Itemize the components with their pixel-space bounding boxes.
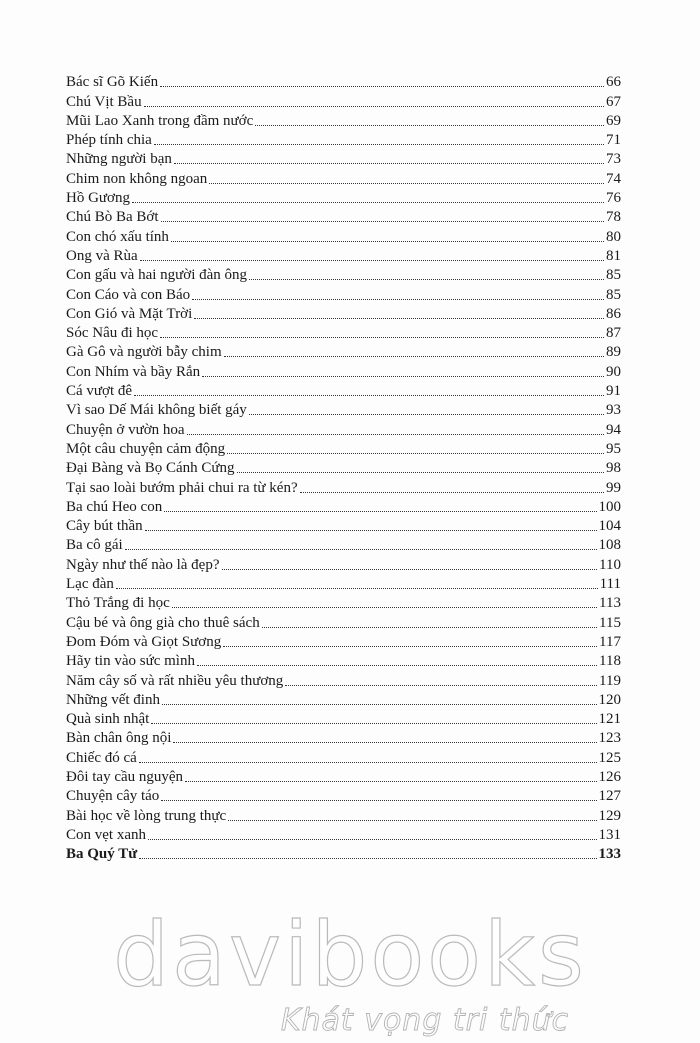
toc-entry <box>66 284 621 303</box>
table-of-contents <box>66 72 621 863</box>
toc-entry-page: 81 <box>606 247 621 264</box>
dot-leader <box>134 395 604 396</box>
toc-entry-page: 74 <box>606 170 621 187</box>
toc-entry <box>66 593 621 612</box>
dot-leader <box>227 453 604 454</box>
toc-entry-page: 76 <box>606 190 621 207</box>
toc-entry-page: 66 <box>606 74 621 91</box>
toc-entry-page: 129 <box>598 807 621 824</box>
toc-entry <box>66 728 621 747</box>
dot-leader <box>174 163 604 164</box>
toc-entry <box>66 709 621 728</box>
toc-entry-title: Thỏ Trắng đi học <box>66 595 170 612</box>
dot-leader <box>139 762 597 763</box>
toc-entry-page: 67 <box>606 93 621 110</box>
dot-leader <box>249 414 604 415</box>
toc-entry <box>66 458 621 477</box>
toc-entry-title: Ba cô gái <box>66 537 123 554</box>
toc-entry-title: Sóc Nâu đi học <box>66 325 159 342</box>
dot-leader <box>160 337 604 338</box>
toc-entry <box>66 632 621 651</box>
dot-leader <box>185 781 596 782</box>
dot-leader <box>140 260 604 261</box>
toc-entry-title: Bài học về lòng trung thực <box>66 807 227 824</box>
toc-entry <box>66 825 621 844</box>
dot-leader <box>171 241 604 242</box>
dot-leader <box>125 549 597 550</box>
toc-entry-page: 118 <box>599 653 621 670</box>
toc-entry <box>66 188 621 207</box>
toc-entry-page: 73 <box>606 151 621 168</box>
toc-entry <box>66 786 621 805</box>
toc-entry-title: Con Gió và Mặt Trời <box>66 305 193 322</box>
toc-entry <box>66 419 621 438</box>
toc-entry-title: Bàn chân ông nội <box>66 730 172 747</box>
toc-entry-page: 99 <box>606 479 621 496</box>
dot-leader <box>285 685 597 686</box>
toc-entry <box>66 226 621 245</box>
dot-leader <box>148 839 597 840</box>
toc-entry-title: Ong và Rùa <box>66 247 138 264</box>
toc-entry-title: Cậu bé và ông già cho thuê sách <box>66 614 260 631</box>
dot-leader <box>237 472 604 473</box>
dot-leader <box>255 125 604 126</box>
toc-entry <box>66 265 621 284</box>
toc-entry-page: 90 <box>606 363 621 380</box>
toc-entry-title: Đôi tay cầu nguyện <box>66 768 184 785</box>
dot-leader <box>202 376 604 377</box>
toc-entry-page: 123 <box>598 730 621 747</box>
toc-entry-page: 127 <box>598 788 621 805</box>
dot-leader <box>223 646 597 647</box>
toc-entry <box>66 574 621 593</box>
toc-entry <box>66 651 621 670</box>
toc-entry-title: Vì sao Dế Mái không biết gáy <box>66 402 247 419</box>
dot-leader <box>187 434 604 435</box>
toc-entry <box>66 805 621 824</box>
toc-entry-page: 98 <box>606 460 621 477</box>
toc-entry-page: 120 <box>598 691 621 708</box>
dot-leader <box>300 492 604 493</box>
dot-leader <box>139 858 596 859</box>
toc-entry <box>66 91 621 110</box>
toc-entry-page: 131 <box>598 826 621 843</box>
toc-entry-title: Lạc đàn <box>66 576 114 593</box>
toc-entry-title: Con gấu và hai người đàn ông <box>66 267 248 284</box>
toc-entry-title: Mũi Lao Xanh trong đầm nước <box>66 112 254 129</box>
dot-leader <box>160 86 604 87</box>
toc-entry-page: 85 <box>606 286 621 303</box>
toc-entry <box>66 323 621 342</box>
toc-entry <box>66 690 621 709</box>
toc-entry-page: 86 <box>606 305 621 322</box>
toc-entry <box>66 381 621 400</box>
toc-entry <box>66 477 621 496</box>
toc-entry-title: Đại Bàng và Bọ Cánh Cứng <box>66 460 235 477</box>
toc-entry <box>66 612 621 631</box>
toc-entry-title: Ngày như thế nào là đẹp? <box>66 556 220 573</box>
toc-entry <box>66 844 621 863</box>
dot-leader <box>224 356 604 357</box>
dot-leader <box>161 800 596 801</box>
toc-entry-page: 95 <box>606 440 621 457</box>
toc-entry <box>66 111 621 130</box>
toc-entry-title: Ba chú Heo con <box>66 498 163 515</box>
dot-leader <box>154 144 604 145</box>
dot-leader <box>194 318 604 319</box>
toc-entry-page: 117 <box>599 633 621 650</box>
toc-entry-page: 126 <box>598 768 621 785</box>
toc-entry-page: 80 <box>606 228 621 245</box>
toc-entry-title: Năm cây số và rất nhiều yêu thương <box>66 672 284 689</box>
toc-entry-title: Con Nhím và bầy Rắn <box>66 363 201 380</box>
dot-leader <box>249 279 604 280</box>
dot-leader <box>162 704 597 705</box>
toc-entry-title: Con vẹt xanh <box>66 826 146 843</box>
dot-leader <box>145 530 597 531</box>
dot-leader <box>116 588 598 589</box>
dot-leader <box>172 607 597 608</box>
toc-entry-page: 104 <box>598 518 621 535</box>
watermark-logo: davibooks <box>113 903 587 1006</box>
toc-entry-page: 113 <box>599 595 621 612</box>
toc-entry <box>66 554 621 573</box>
toc-entry-title: Quà sinh nhật <box>66 711 150 728</box>
toc-entry-page: 108 <box>598 537 621 554</box>
toc-entry-title: Những vết đinh <box>66 691 160 708</box>
toc-entry-title: Đom Đóm và Giọt Sương <box>66 633 222 650</box>
toc-entry <box>66 130 621 149</box>
toc-entry-page: 119 <box>599 672 621 689</box>
toc-entry-page: 100 <box>598 498 621 515</box>
dot-leader <box>151 723 596 724</box>
toc-entry <box>66 207 621 226</box>
toc-entry <box>66 246 621 265</box>
toc-entry-title: Cây bút thần <box>66 518 143 535</box>
toc-entry-title: Chú Bò Ba Bớt <box>66 209 159 226</box>
toc-entry <box>66 767 621 786</box>
toc-entry-title: Bác sĩ Gõ Kiến <box>66 74 159 91</box>
toc-entry <box>66 747 621 766</box>
watermark-tagline: Khát vọng tri thức <box>280 1003 570 1038</box>
toc-entry <box>66 516 621 535</box>
dot-leader <box>132 202 604 203</box>
toc-entry-title: Con chó xấu tính <box>66 228 169 245</box>
toc-entry-page: 89 <box>606 344 621 361</box>
toc-entry-title: Gà Gô và người bẫy chim <box>66 344 222 361</box>
toc-entry-page: 110 <box>599 556 621 573</box>
toc-entry-title: Chim non không ngoan <box>66 170 208 187</box>
toc-entry <box>66 497 621 516</box>
toc-entry-title: Phép tính chia <box>66 132 152 149</box>
toc-entry-page: 69 <box>606 112 621 129</box>
toc-entry <box>66 670 621 689</box>
toc-entry <box>66 361 621 380</box>
toc-entry-page: 78 <box>606 209 621 226</box>
toc-entry <box>66 149 621 168</box>
toc-entry <box>66 342 621 361</box>
dot-leader <box>164 511 596 512</box>
toc-entry-title: Chú Vịt Bầu <box>66 93 142 110</box>
toc-entry-page: 71 <box>606 132 621 149</box>
toc-entry-page: 94 <box>606 421 621 438</box>
dot-leader <box>192 299 604 300</box>
toc-entry <box>66 400 621 419</box>
toc-entry-title: Chuyện cây táo <box>66 788 160 805</box>
toc-entry-page: 121 <box>598 711 621 728</box>
dot-leader <box>262 627 597 628</box>
toc-entry <box>66 439 621 458</box>
dot-leader <box>197 665 597 666</box>
toc-entry-page: 93 <box>606 402 621 419</box>
toc-entry <box>66 304 621 323</box>
toc-entry-title: Chuyện ở vườn hoa <box>66 421 185 438</box>
toc-entry-page: 85 <box>606 267 621 284</box>
dot-leader <box>209 183 604 184</box>
toc-entry <box>66 535 621 554</box>
toc-entry-title: Hãy tin vào sức mình <box>66 653 195 670</box>
toc-entry-page: 91 <box>606 383 621 400</box>
toc-entry <box>66 168 621 187</box>
dot-leader <box>144 106 604 107</box>
toc-entry-page: 133 <box>598 846 621 863</box>
toc-entry-title: Một câu chuyện cảm động <box>66 440 226 457</box>
toc-entry-page: 115 <box>599 614 621 631</box>
dot-leader <box>228 820 596 821</box>
toc-entry-title: Chiếc đó cá <box>66 749 137 766</box>
dot-leader <box>222 569 598 570</box>
toc-entry <box>66 72 621 91</box>
dot-leader <box>161 221 604 222</box>
toc-entry-title: Con Cáo và con Báo <box>66 286 191 303</box>
dot-leader <box>173 742 596 743</box>
toc-entry-title: Hồ Gương <box>66 190 130 207</box>
toc-entry-page: 87 <box>606 325 621 342</box>
toc-entry-title: Ba Quý Tử <box>66 846 138 863</box>
toc-entry-page: 111 <box>599 576 621 593</box>
toc-entry-title: Những người bạn <box>66 151 172 168</box>
toc-entry-title: Tại sao loài bướm phải chui ra từ kén? <box>66 479 298 496</box>
toc-entry-title: Cá vượt đê <box>66 383 133 400</box>
toc-entry-page: 125 <box>598 749 621 766</box>
